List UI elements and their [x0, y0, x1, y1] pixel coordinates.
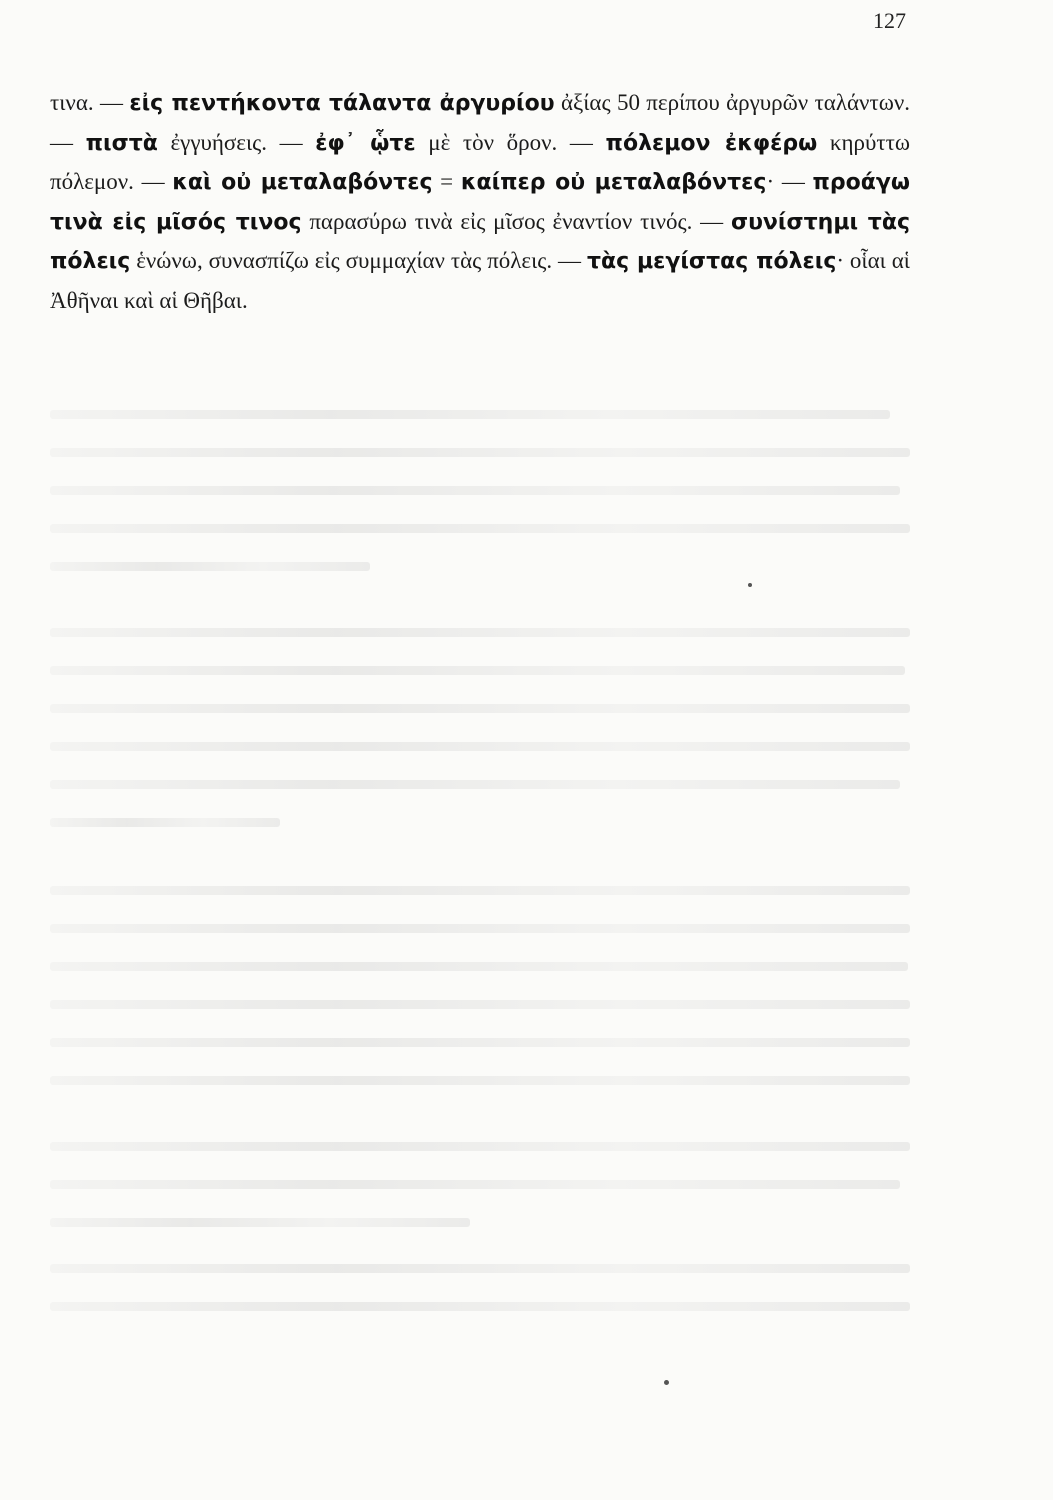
text-segment: ἀξίας 50 περίπου ἀργυρῶν ταλάντων. —	[50, 90, 910, 155]
bold-lemma: πόλεμον ἐκφέρω	[605, 130, 818, 156]
text-segment: παρασύρω τινὰ εἰς μῖσος ἐναντίον τινός. —	[301, 208, 731, 234]
bleed-through-line	[50, 410, 890, 419]
text-segment: κηρύττω πόλεμον. —	[50, 129, 910, 195]
print-speck	[748, 583, 752, 587]
print-speck	[664, 1380, 669, 1385]
bleed-through-line	[50, 486, 900, 495]
bold-lemma: καὶ οὐ μεταλαβόντες	[172, 170, 433, 196]
bleed-through-line	[50, 1076, 910, 1085]
text-segment: =	[432, 169, 461, 195]
bleed-through-line	[50, 1142, 910, 1151]
bleed-through-line	[50, 818, 280, 827]
bleed-through-line	[50, 524, 910, 533]
bleed-through-line	[50, 1218, 470, 1227]
bleed-through-line	[50, 666, 905, 675]
bleed-through-line	[50, 886, 910, 895]
bleed-through-line	[50, 780, 900, 789]
bleed-through-line	[50, 1000, 910, 1009]
bleed-through-line	[50, 962, 908, 971]
text-segment: · οἷαι αἱ Ἀθῆναι καὶ αἱ Θῆβαι.	[50, 248, 910, 313]
page-number: 127	[873, 8, 906, 33]
bleed-through-line	[50, 448, 910, 457]
bold-lemma: καίπερ οὐ μεταλαβόντες	[460, 170, 767, 196]
bleed-through-line	[50, 1264, 910, 1273]
commentary-paragraph	[50, 84, 910, 321]
bold-lemma: συνίστημι τὰς πόλεις	[50, 209, 910, 275]
bleed-through-line	[50, 1180, 900, 1189]
text-segment: · —	[766, 169, 813, 195]
bleed-through-line	[50, 704, 910, 713]
text-segment: ἑνώνω, συνασπίζω εἰς συμμαχίαν τὰς πόλεις. —	[130, 248, 587, 274]
bold-lemma: προάγω τινὰ εἰς μῖσός τινος	[50, 170, 910, 235]
bleed-through-line	[50, 1302, 910, 1311]
bold-lemma: πιστὰ	[85, 130, 158, 156]
bleed-through-line	[50, 924, 910, 933]
bold-lemma: τὰς μεγίστας πόλεις	[586, 249, 837, 275]
bleed-through-line	[50, 742, 910, 751]
bold-lemma: εἰς πεντήκοντα τάλαντα ἀργυρίου	[129, 91, 555, 116]
text-segment: μὲ τὸν ὅρον. —	[415, 129, 606, 155]
bleed-through-line	[50, 1038, 910, 1047]
text-segment: ἐγγυήσεις. —	[157, 129, 316, 155]
bold-lemma: ἐφ᾽ ᾧτε	[315, 130, 416, 156]
bleed-through-reverse-text	[50, 400, 910, 1330]
bleed-through-line	[50, 628, 910, 637]
bleed-through-line	[50, 562, 370, 571]
text-segment: τινα. —	[50, 90, 130, 115]
